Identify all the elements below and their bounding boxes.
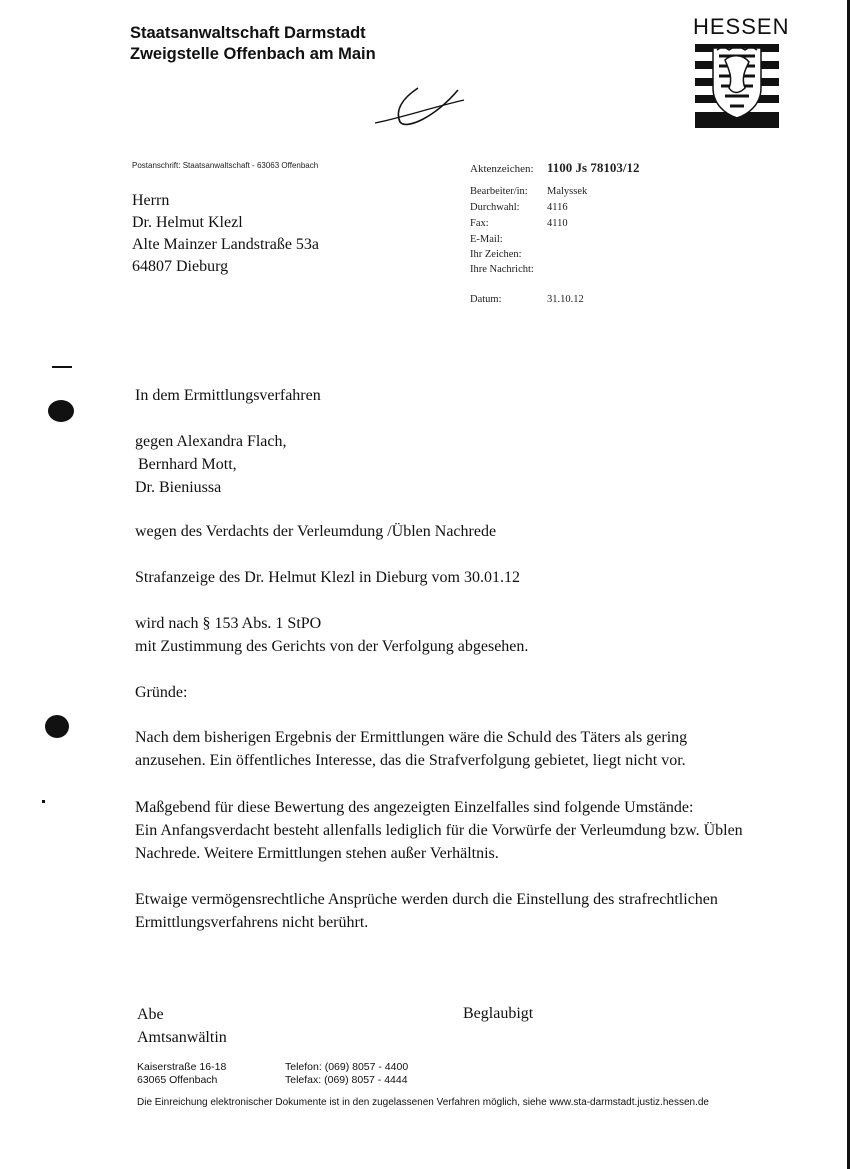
footer-phone: Telefon: (069) 8057 - 4400 <box>285 1061 409 1073</box>
aktenzeichen-value: 1100 Js 78103/12 <box>547 160 640 175</box>
fold-mark <box>52 366 72 368</box>
scan-speck <box>787 36 811 46</box>
footer-street: Kaiserstraße 16-18 <box>137 1061 227 1073</box>
accused-line-2: Bernhard Mott, <box>138 456 237 473</box>
fax-value: 4110 <box>547 218 568 229</box>
reason-2-line-3: Nachrede. Weitere Ermittlungen stehen außer Verhältnis. <box>135 845 499 862</box>
branch-name: Zweigstelle Offenbach am Main <box>130 45 376 63</box>
durchwahl-value: 4116 <box>547 202 568 213</box>
ihre-nachricht-label: Ihre Nachricht: <box>470 264 534 275</box>
footer-city: 63065 Offenbach <box>137 1074 218 1086</box>
decision-line-1: wird nach § 153 Abs. 1 StPO <box>135 615 322 632</box>
recipient-name: Dr. Helmut Klezl <box>132 214 243 231</box>
reason-1-line-2: anzusehen. Ein öffentliches Interesse, das die Strafverfolgung gebietet, liegt nicht vor. <box>135 752 686 769</box>
authority-name: Staatsanwaltschaft Darmstadt <box>130 24 366 42</box>
punch-hole-bottom <box>45 715 69 738</box>
body-intro: In dem Ermittlungsverfahren <box>135 387 321 404</box>
reason-3-line-1: Etwaige vermögensrechtliche Ansprüche werden durch die Einstellung des strafrechtlichen <box>135 891 718 908</box>
accused-line-1: gegen Alexandra Flach, <box>135 433 287 450</box>
certified-label: Beglaubigt <box>463 1005 534 1022</box>
footer-notice: Die Einreichung elektronischer Dokumente ist in den zugelassenen Verfahren möglich, siehe www.sta-darmstadt.justiz.hessen.de <box>137 1097 709 1108</box>
ihr-zeichen-label: Ihr Zeichen: <box>470 249 522 260</box>
datum-value: 31.10.12 <box>547 294 584 305</box>
hessen-logo <box>693 14 790 130</box>
recipient-city: 64807 Dieburg <box>132 258 229 275</box>
reason-1-line-1: Nach dem bisherigen Ergebnis der Ermittlungen wäre die Schuld des Täters als gering <box>135 729 688 746</box>
punch-hole-top <box>48 400 74 422</box>
footer-fax: Telefax: (069) 8057 - 4444 <box>285 1074 408 1086</box>
scan-dot <box>42 800 45 803</box>
datum-label: Datum: <box>470 294 502 305</box>
reasons-heading: Gründe: <box>135 684 188 701</box>
reason-2-line-2: Ein Anfangsverdacht besteht allenfalls lediglich für die Vorwürfe der Verleumdung bzw. Üblen <box>135 822 743 839</box>
recipient-street: Alte Mainzer Landstraße 53a <box>132 236 320 253</box>
hessen-wordmark: HESSEN <box>693 14 790 39</box>
hessen-coat-of-arms-icon <box>695 44 779 128</box>
recipient-salutation: Herrn <box>132 192 170 209</box>
signature-title: Amtsanwältin <box>137 1029 227 1046</box>
aktenzeichen-label: Aktenzeichen: <box>470 163 534 175</box>
bearbeiter-value: Malyssek <box>547 186 588 197</box>
reason-3-line-2: Ermittlungsverfahrens nicht berührt. <box>135 914 369 931</box>
reason-2-line-1: Maßgebend für diese Bewertung des angezeigten Einzelfalles sind folgende Umstände: <box>135 799 694 816</box>
handwritten-signature-icon <box>370 78 470 133</box>
fax-label: Fax: <box>470 218 489 229</box>
signature-name: Abe <box>137 1006 164 1023</box>
bearbeiter-label: Bearbeiter/in: <box>470 186 528 197</box>
email-label: E-Mail: <box>470 234 503 245</box>
durchwahl-label: Durchwahl: <box>470 202 520 213</box>
suspicion-line: wegen des Verdachts der Verleumdung /Üblen Nachrede <box>135 523 497 540</box>
postal-return-line: Postanschrift: Staatsanwaltschaft - 63063 Offenbach <box>132 161 319 170</box>
complaint-line: Strafanzeige des Dr. Helmut Klezl in Dieburg vom 30.01.12 <box>135 569 520 586</box>
decision-line-2: mit Zustimmung des Gerichts von der Verfolgung abgesehen. <box>135 638 529 655</box>
accused-line-3: Dr. Bieniussa <box>135 479 222 496</box>
